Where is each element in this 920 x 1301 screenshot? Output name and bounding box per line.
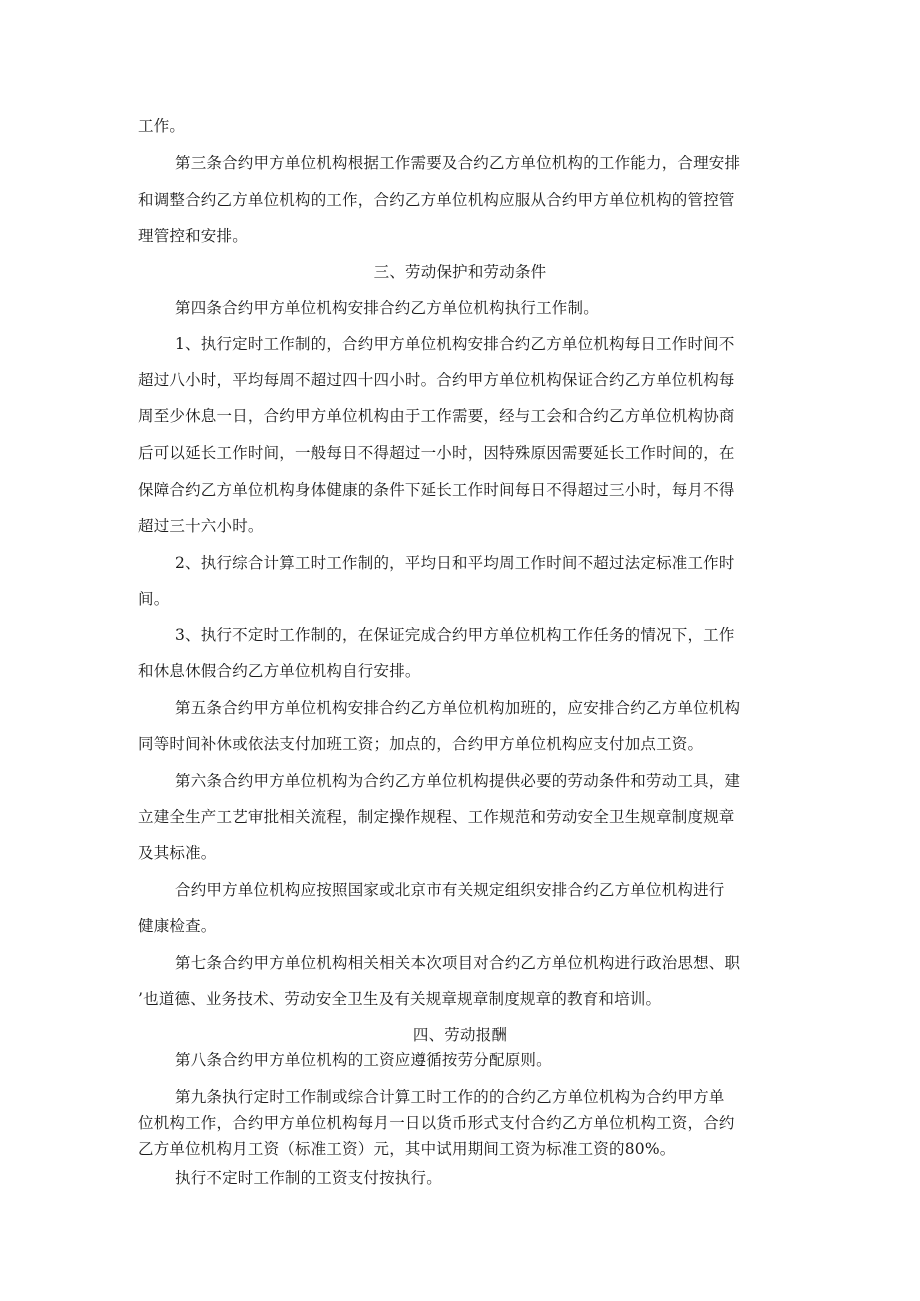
section-heading-remuneration: 四、劳动报酬 bbox=[412, 1026, 508, 1044]
paragraph-article-4: 第四条合约甲方单位机构安排合约乙方单位机构执行工作制。 bbox=[175, 299, 599, 317]
text-line: 间。 bbox=[138, 590, 170, 608]
section-heading-labor-protection: 三、劳动保护和劳动条件 bbox=[373, 263, 547, 281]
text-line: 超过八小时，平均每周不超过四十四小时。合约甲方单位机构保证合约乙方单位机构每 bbox=[138, 371, 735, 389]
text-line: 后可以延长工作时间，一般每日不得超过一小时，因特殊原因需要延长工作时间的，在 bbox=[138, 444, 735, 462]
paragraph-article-8: 第八条合约甲方单位机构的工资应遵循按劳分配原则。 bbox=[175, 1051, 552, 1069]
paragraph-article-6: 第六条合约甲方单位机构为合约乙方单位机构提供必要的劳动条件和劳动工具，建 bbox=[175, 772, 741, 790]
paragraph-article-5: 第五条合约甲方单位机构安排合约乙方单位机构加班的，应安排合约乙方单位机构 bbox=[175, 699, 741, 717]
paragraph-article-3: 第三条合约甲方单位机构根据工作需要及合约乙方单位机构的工作能力，合理安排 bbox=[175, 154, 741, 172]
paragraph-item-2: 2、执行综合计算工时工作制的，平均日和平均周工作时间不超过法定标准工作时 bbox=[175, 554, 735, 572]
text-line: 立建全生产工艺审批相关流程，制定操作规程、工作规范和劳动安全卫生规章制度规章 bbox=[138, 808, 735, 826]
text-line: 位机构工作，合约甲方单位机构每月一日以货币形式支付合约乙方单位机构工资，合约 bbox=[138, 1114, 735, 1132]
text-line: 同等时间补休或依法支付加班工资；加点的，合约甲方单位机构应支付加点工资。 bbox=[138, 735, 704, 753]
text-line: 保障合约乙方单位机构身体健康的条件下延长工作时间每日不得超过三小时，每月不得 bbox=[138, 481, 735, 499]
text-line: ’也道德、业务技术、劳动安全卫生及有关规章规章制度规章的教育和培训。 bbox=[138, 990, 662, 1008]
text-line: 及其标准。 bbox=[138, 844, 217, 862]
text-line: 周至少休息一日，合约甲方单位机构由于工作需要，经与工会和合约乙方单位机构协商 bbox=[138, 407, 735, 425]
text-line: 乙方单位机构月工资（标准工资）元，其中试用期间工资为标准工资的80%。 bbox=[138, 1140, 676, 1158]
paragraph-article-9: 第九条执行定时工作制或综合计算工时工作的的合约乙方单位机构为合约甲方单 bbox=[175, 1088, 725, 1106]
text-line: 和调整合约乙方单位机构的工作，合约乙方单位机构应服从合约甲方单位机构的管控管 bbox=[138, 191, 735, 209]
paragraph-item-1: 1、执行定时工作制的，合约甲方单位机构安排合约乙方单位机构每日工作时间不 bbox=[175, 335, 735, 353]
paragraph-nonfixed-wage: 执行不定时工作制的工资支付按执行。 bbox=[175, 1169, 442, 1187]
text-line: 理管控和安排。 bbox=[138, 227, 248, 245]
paragraph-health-check: 合约甲方单位机构应按照国家或北京市有关规定组织安排合约乙方单位机构进行 bbox=[175, 881, 725, 899]
text-line: 工作。 bbox=[138, 117, 186, 135]
text-line: 超过三十六小时。 bbox=[138, 517, 264, 535]
paragraph-item-3: 3、执行不定时工作制的，在保证完成合约甲方单位机构工作任务的情况下，工作 bbox=[175, 626, 735, 644]
paragraph-article-7: 第七条合约甲方单位机构相关相关本次项目对合约乙方单位机构进行政治思想、职 bbox=[175, 954, 741, 972]
text-line: 和休息休假合约乙方单位机构自行安排。 bbox=[138, 662, 421, 680]
text-line: 健康检查。 bbox=[138, 917, 217, 935]
